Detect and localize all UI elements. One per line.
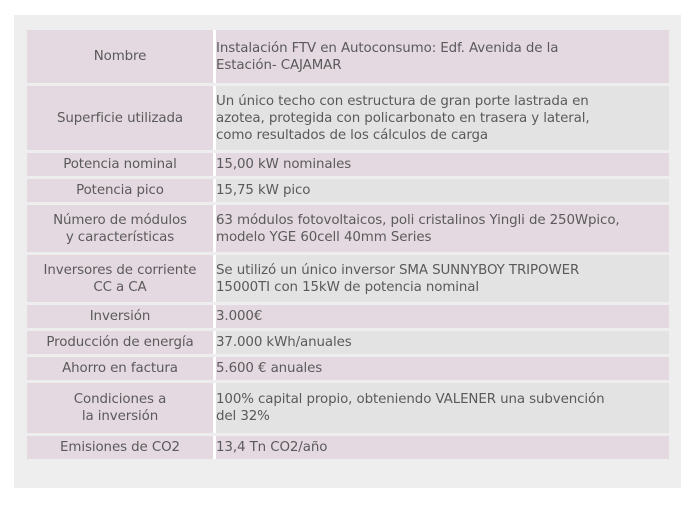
row-value-line: Se utilizó un único inversor SMA SUNNYBOY TRIPOWER <box>216 262 580 278</box>
row-value <box>216 205 669 252</box>
row-label-line: Condiciones a <box>73 392 167 407</box>
row-label-line: Potencia nominal <box>63 157 177 172</box>
row-value <box>216 86 669 150</box>
row-value-line: 15,75 kW pico <box>216 183 311 198</box>
row-value-line: 100% capital propio, obteniendo VALENER una subvención <box>216 392 605 407</box>
row-value-line: modelo YGE 60cell 40mm Series <box>216 229 432 245</box>
row-label-line: Potencia pico <box>76 183 164 198</box>
row-value-line: 15000TI con 15kW de potencia nominal <box>216 279 480 295</box>
row-value-line: azotea, protegida con policarbonato en trasera y lateral, <box>216 110 590 126</box>
row-value <box>216 153 669 176</box>
row-value-line: Un único techo con estructura de gran porte lastrada en <box>216 93 589 109</box>
table-row <box>27 255 669 302</box>
row-label <box>27 357 213 380</box>
row-label-line: Ahorro en factura <box>62 361 178 376</box>
row-label-line: Inversores de corriente <box>43 262 197 278</box>
table-row <box>27 436 669 459</box>
row-label-line: Producción de energía <box>46 335 194 350</box>
row-label <box>27 436 213 459</box>
row-value <box>216 305 669 328</box>
row-value <box>216 331 669 354</box>
row-label <box>27 305 213 328</box>
row-label <box>27 383 213 433</box>
row-value-line: 5.600 € anuales <box>216 361 323 376</box>
row-label <box>27 255 213 302</box>
row-label <box>27 30 213 83</box>
row-value-line: 13,4 Tn CO2/año <box>216 440 328 455</box>
row-label-line: CC a CA <box>93 279 147 295</box>
table-row <box>27 305 669 328</box>
row-label-line: Superficie utilizada <box>56 110 184 126</box>
row-label <box>27 86 213 150</box>
table-row <box>27 179 669 202</box>
row-value-line: 15,00 kW nominales <box>216 157 352 172</box>
table-row <box>27 383 669 433</box>
row-value-line: 37.000 kWh/anuales <box>216 335 352 350</box>
spec-table <box>27 27 669 462</box>
row-value <box>216 179 669 202</box>
table-row <box>27 331 669 354</box>
row-label-line: Emisiones de CO2 <box>60 440 180 455</box>
row-label <box>27 331 213 354</box>
row-value-line: Instalación FTV en Autoconsumo: Edf. Avenida de la <box>216 40 559 56</box>
row-label <box>27 205 213 252</box>
row-value-line: del 32% <box>216 409 270 424</box>
row-value-line: 63 módulos fotovoltaicos, poli cristalinos Yingli de 250Wpico, <box>216 212 620 228</box>
row-value <box>216 357 669 380</box>
row-label-line: Inversión <box>89 309 151 324</box>
table-row <box>27 30 669 83</box>
row-label <box>27 179 213 202</box>
row-label-line: Número de módulos <box>53 212 187 228</box>
row-label <box>27 153 213 176</box>
table-row <box>27 205 669 252</box>
row-value-line: como resultados de los cálculos de carga <box>216 127 489 143</box>
table-row <box>27 86 669 150</box>
table-row <box>27 357 669 380</box>
row-value <box>216 30 669 83</box>
row-value-line: Estación- CAJAMAR <box>216 57 342 73</box>
row-value <box>216 383 669 433</box>
row-label-line: Nombre <box>93 49 147 64</box>
row-label-line: la inversión <box>81 409 159 424</box>
row-value <box>216 255 669 302</box>
row-value <box>216 436 669 459</box>
table-row <box>27 153 669 176</box>
row-value-line: 3.000€ <box>216 309 263 324</box>
row-label-line: y características <box>65 229 175 245</box>
